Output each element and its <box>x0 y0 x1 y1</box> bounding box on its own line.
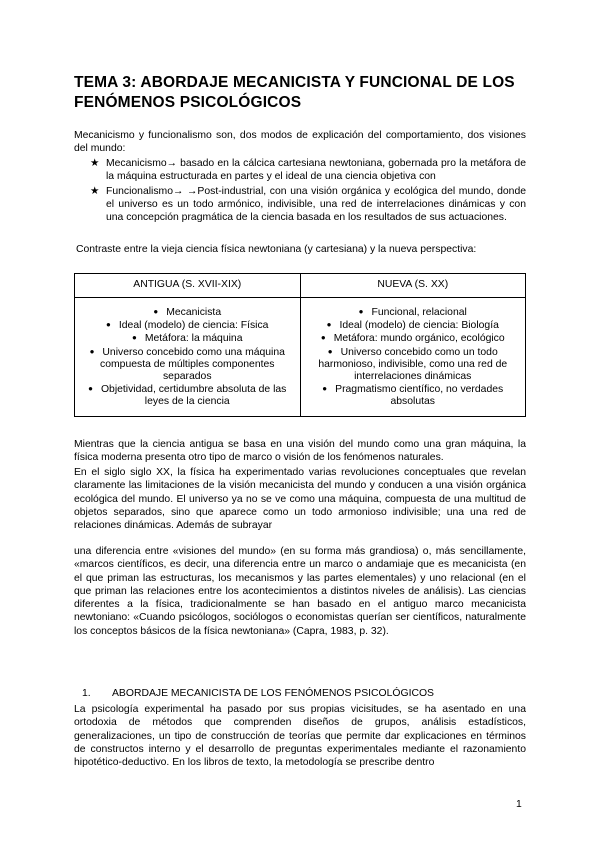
paragraph-psicologia-experimental: La psicología experimental ha pasado por sus propias vicisitudes, se ha asentado en una ortodoxia de métodos que comprenden diseños de grupos, análisis estadísticos, generalizaciones, un tipo de construcción de teorías que permite dar explicaciones en términos de constructos interno y el desarrollo de preguntas experimentales mediante el razonamiento hipotético-deductivo. En los libros de texto, la metodología se prescribe dentro <box>74 704 526 769</box>
list-item: ● Ideal (modelo) de ciencia: Biología <box>326 320 499 332</box>
list-item: ● Universo concebido como un todo harmonioso, indivisible, como una red de interrelaciones dinámicas <box>318 346 508 383</box>
bullet-icon: ● <box>132 333 137 343</box>
paragraph-siglo-xx: En el siglo siglo XX, la física ha experimentado varias revoluciones conceptuales que revelan claramente las limitaciones de la visión mecanicista del mundo y conducen a una visión orgánica ecológica del mundo. El universo ya no se ve como una máquina, compuesta de una multitud de objetos separados, sino que aparece como un todo armonioso indivisible; una una red de relaciones dinámicas. Además de subrayar <box>74 467 526 532</box>
bullet-icon: ● <box>153 307 159 316</box>
document-title: TEMA 3: ABORDAJE MECANICISTA Y FUNCIONAL DE LOS FENÓMENOS PSICOLÓGICOS <box>74 74 515 111</box>
bullet-text: Funcionalismo→ →Post-industrial, con una visión orgánica y ecológica del mundo, donde el universo es un todo armónico, indivisible, una red de interrelaciones dinámicas y con una concepción pragmática de la ciencia basada en los resultados de sus actuaciones. <box>106 185 526 224</box>
list-item: ● Universo concebido como una máquina compuesta de múltiples componentes separados <box>89 346 285 383</box>
star-icon: ★ <box>90 158 100 169</box>
bullet-icon: ● <box>106 320 111 330</box>
bullet-funcionalismo <box>74 185 526 225</box>
antigua-list <box>85 306 290 409</box>
section-title: ABORDAJE MECANICISTA DE LOS FENÓMENOS PSICOLÓGICOS <box>112 688 434 699</box>
paragraph-ciencia-antigua: Mientras que la ciencia antigua se basa en una visión del mundo como una gran máquina, la física moderna presenta otro tipo de marco o visión de los fenómenos naturales. <box>74 439 526 464</box>
cell-antigua <box>75 298 301 417</box>
list-item: ● Mecanicista <box>153 307 222 318</box>
table-row <box>75 298 526 417</box>
bullet-icon: ● <box>358 307 364 316</box>
bullet-list <box>74 157 526 225</box>
list-item: ● Funcional, relacional <box>358 307 467 318</box>
bullet-icon: ● <box>322 384 328 394</box>
section-heading <box>74 687 526 700</box>
bullet-icon: ● <box>326 320 332 330</box>
cell-nueva <box>300 298 526 417</box>
section-number: 1. <box>82 688 91 699</box>
comparison-table <box>74 273 526 417</box>
bullet-icon: ● <box>320 333 326 343</box>
list-item: ● Ideal (modelo) de ciencia: Física <box>106 320 269 332</box>
bullet-icon: ● <box>89 346 95 356</box>
list-item: ● Metáfora: mundo orgánico, ecológico <box>320 333 505 345</box>
star-icon: ★ <box>90 185 100 197</box>
bullet-mecanicismo <box>74 157 526 184</box>
page-number: 1 <box>516 799 522 810</box>
list-item: ● Metáfora: la máquina <box>132 333 243 345</box>
contrast-paragraph: Contraste entre la vieja ciencia física newtoniana (y cartesiana) y la nueva perspectiva: <box>76 244 477 255</box>
nueva-list <box>311 306 516 409</box>
list-item: ● Objetividad, certidumbre absoluta de las leyes de la ciencia <box>88 384 287 408</box>
bullet-icon: ● <box>327 346 333 356</box>
paragraph-visiones-mundo: una diferencia entre «visiones del mundo» (en su forma más grandiosa) o, más sencillamente, «marcos científicos, es decir, una diferencia entre un marco o andamiaje que es mecanicista (en el que priman las estructuras, los mecanismos y las partes elementales) y uno relacional (en el que priman las relaciones entre los acontecimientos a distintos niveles de análisis). Las ciencias diferentes a la física, tradicionalmente se han basado en el antiguo marco mecanicista newtoniano: «Cuando psicólogos, sociólogos o economistas querían ser científicos, naturalmente los conceptos básicos de la física newtoniana» (Capra, 1983, p. 32). <box>74 546 526 637</box>
bullet-icon: ● <box>88 384 93 394</box>
header-nueva: NUEVA (S. XX) <box>300 274 526 298</box>
list-item: ● Pragmatismo científico, no verdades absolutas <box>322 384 504 408</box>
header-antigua: ANTIGUA (S. XVII-XIX) <box>75 274 301 298</box>
bullet-text: Mecanicismo→ basado en la cálcica cartesiana newtoniana, gobernada pro la metáfora de la máquina estructurada en partes y el ideal de una ciencia objetiva con <box>106 158 526 183</box>
table-header-row <box>75 274 526 298</box>
intro-paragraph: Mecanicismo y funcionalismo son, dos modos de explicación del comportamiento, dos visiones del mundo: <box>74 130 526 155</box>
